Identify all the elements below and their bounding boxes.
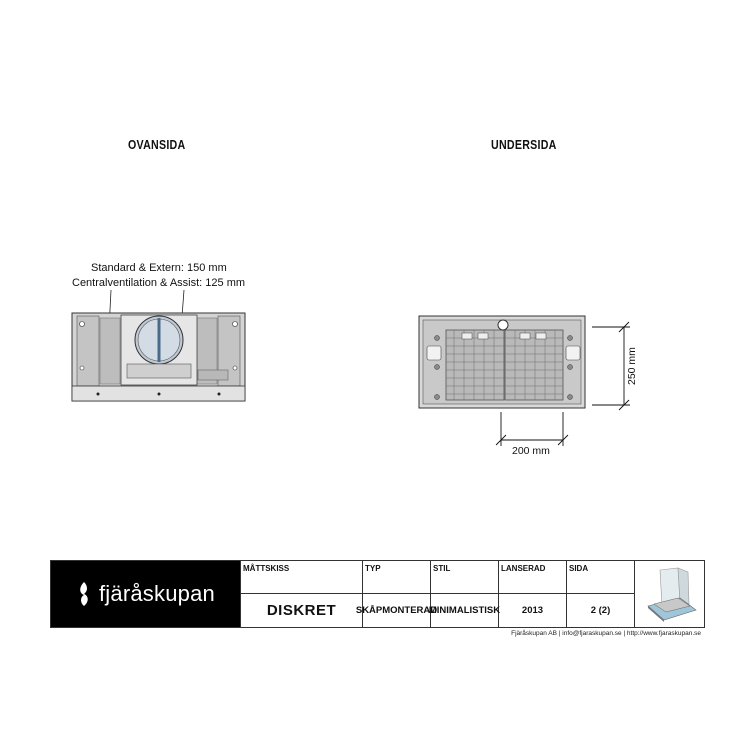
header-sida: SIDA — [567, 561, 634, 594]
value-stil: MINIMALISTISK — [428, 605, 501, 616]
col-sida — [567, 561, 635, 627]
header-stil: STIL — [431, 561, 498, 594]
duct-note-standard: Standard & Extern: 150 mm — [91, 262, 227, 274]
value-model: DISKRET — [266, 602, 337, 619]
value-sida: 2 (2) — [590, 605, 611, 616]
header-lanserad: LANSERAD — [499, 561, 566, 594]
footer-contact: Fjäråskupan AB | info@fjaraskupan.se | http://www.fjaraskupan.se — [511, 630, 701, 637]
dimension-height-label: 250 mm — [626, 347, 638, 385]
col-thumbnail — [635, 561, 704, 627]
duct-note-central: Centralventilation & Assist: 125 mm — [72, 277, 246, 289]
value-lanserad: 2013 — [521, 605, 544, 616]
brand-name: fjäråskupan — [99, 581, 215, 606]
header-mattskiss: MÅTTSKISS — [241, 561, 362, 594]
top-view-drawing — [72, 290, 245, 401]
flame-logo-icon — [77, 581, 91, 607]
view-title-bottom: UNDERSIDA — [491, 137, 557, 152]
product-thumbnail — [640, 566, 700, 622]
dimension-width-label: 200 mm — [512, 445, 550, 457]
header-typ: TYP — [363, 561, 430, 594]
col-stil — [428, 561, 501, 627]
view-title-top: OVANSIDA — [128, 137, 186, 152]
value-typ: SKÅPMONTERAD — [355, 605, 438, 616]
brand-logo — [51, 561, 241, 627]
col-lanserad — [499, 561, 567, 627]
bottom-view-drawing — [419, 316, 585, 408]
col-mattskiss — [241, 561, 363, 627]
col-typ — [355, 561, 438, 627]
title-block — [50, 560, 705, 628]
